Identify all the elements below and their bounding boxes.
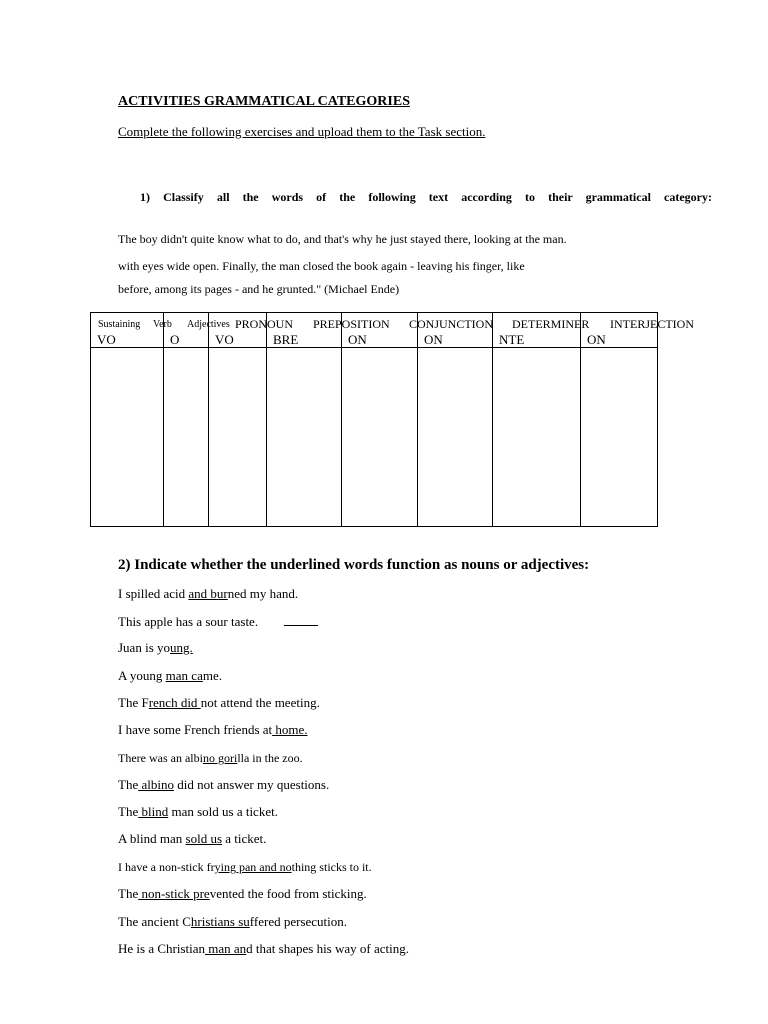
- underlined-word: no gori: [202, 751, 238, 765]
- sentence-item: This apple has a sour taste.: [118, 613, 318, 630]
- sentence-item: The ancient Christians suffered persecution.: [118, 914, 348, 929]
- sentence-item: The non-stick prevented the food from sticking.: [118, 886, 367, 901]
- underlined-word: man an: [205, 941, 247, 956]
- exercise-2-prompt: 2) Indicate whether the underlined words function as nouns or adjectives:: [118, 557, 590, 573]
- sentence-item: The albino did not answer my questions.: [118, 777, 330, 792]
- column-header-preposition: PREPOSITION: [313, 317, 390, 331]
- sentence-item: There was an albino gorilla in the zoo.: [118, 751, 303, 765]
- column-header-verb: Verb: [153, 319, 172, 330]
- table-column-divider: [492, 313, 493, 526]
- sentence-item: The French did not attend the meeting.: [118, 695, 320, 710]
- answer-blank: [284, 613, 318, 626]
- column-header-suffix: O: [170, 332, 180, 347]
- column-header-determiner: DETERMINER: [512, 317, 590, 331]
- table-column-divider: [580, 313, 581, 526]
- passage-line: before, among its pages - and he grunted." (Michael Ende): [118, 282, 400, 296]
- sentence-item: I spilled acid and burned my hand.: [118, 586, 299, 601]
- underlined-word: ying pan and no: [214, 860, 292, 874]
- table-column-divider: [341, 313, 342, 526]
- column-header-suffix: ON: [424, 332, 443, 347]
- table-column-divider: [266, 313, 267, 526]
- exercise-1-prompt: 1) Classify all the words of the following text according to their grammatical category:: [140, 190, 712, 204]
- column-header-noun: Sustaining: [98, 319, 141, 330]
- column-header-pronoun: PRONOUN: [235, 317, 294, 331]
- underlined-word: hristians su: [190, 914, 250, 929]
- underlined-word: rench did: [148, 695, 201, 710]
- column-header-adjective: Adjectives: [187, 319, 230, 330]
- underlined-word: albino: [138, 777, 174, 792]
- table-column-divider: [417, 313, 418, 526]
- sentence-item: I have a non-stick frying pan and nothing sticks to it.: [118, 860, 372, 874]
- classification-table: [90, 312, 694, 527]
- underlined-word: blind: [138, 804, 169, 819]
- passage-line: with eyes wide open. Finally, the man closed the book again - leaving his finger, like: [118, 259, 525, 273]
- column-header-suffix: BRE: [273, 332, 299, 347]
- table-column-divider: [163, 313, 164, 526]
- table-column-divider: [208, 313, 209, 526]
- sentence-item: He is a Christian man and that shapes his way of acting.: [118, 941, 409, 956]
- column-header-suffix: NTE: [499, 332, 525, 347]
- instructions: Complete the following exercises and upload them to the Task section.: [118, 124, 486, 139]
- underlined-word: non-stick pre: [138, 886, 210, 901]
- sentence-item: Juan is young.: [118, 640, 193, 655]
- sentence-item: The blind man sold us a ticket.: [118, 804, 278, 819]
- underlined-word: ung.: [170, 640, 193, 655]
- underlined-word: man ca: [165, 668, 203, 683]
- sentence-item: A young man came.: [118, 668, 222, 683]
- column-header-suffix: VO: [215, 332, 234, 347]
- sentence-item: I have some French friends at home.: [118, 722, 308, 737]
- column-header-suffix: ON: [587, 332, 606, 347]
- underlined-word: and bur: [188, 586, 228, 601]
- page-title: ACTIVITIES GRAMMATICAL CATEGORIES: [118, 94, 410, 109]
- underlined-word: home.: [272, 722, 308, 737]
- column-header-interjection: INTERJECTION: [610, 317, 694, 331]
- column-header-conjunction: CONJUNCTION: [409, 317, 493, 331]
- column-header-suffix: ON: [348, 332, 367, 347]
- sentence-item: A blind man sold us a ticket.: [118, 831, 267, 846]
- passage-line: The boy didn't quite know what to do, and that's why he just stayed there, looking at the man.: [118, 232, 567, 246]
- underlined-word: sold us: [185, 831, 223, 846]
- column-header-suffix: VO: [97, 332, 116, 347]
